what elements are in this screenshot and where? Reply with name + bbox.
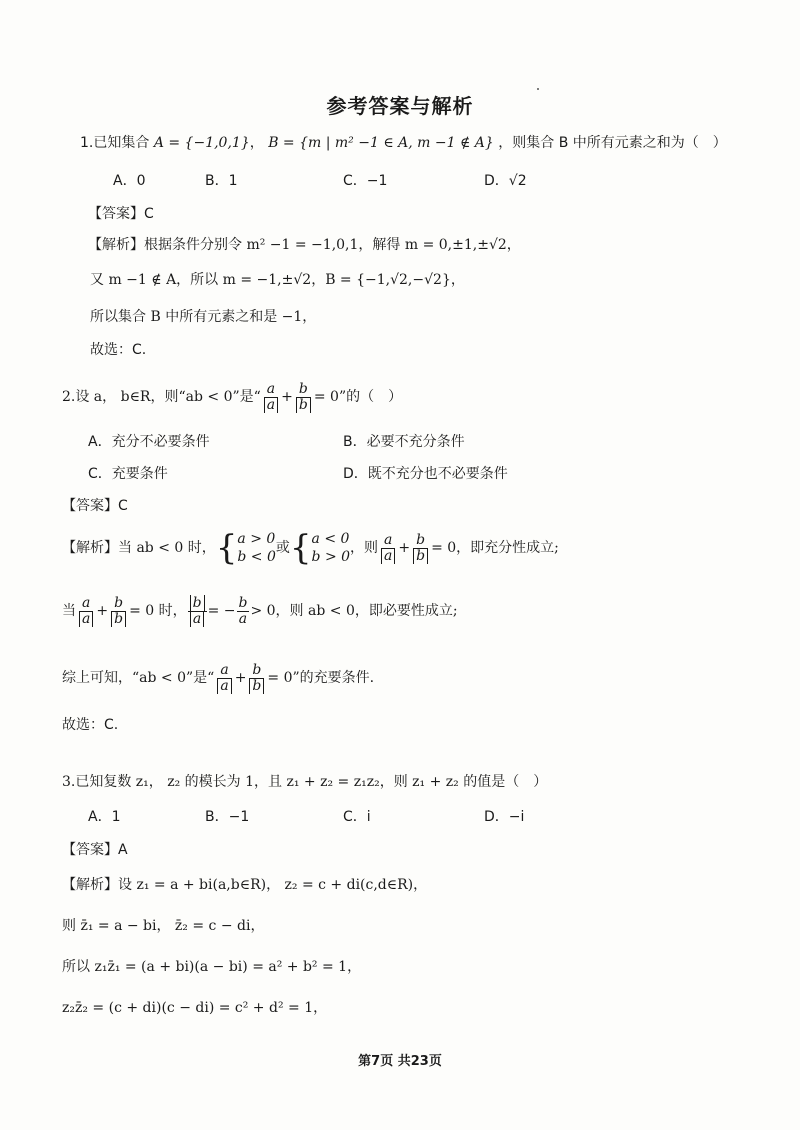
- q2-analysis-line-1: 【解析】当 ab < 0 时，{ a > 0 b < 0 或{ a < 0 b > 0 ，则 $\frac{a}{a}$ + $\frac{b}{b}$ = 0，即充分性成立;: [62, 528, 559, 569]
- q3-analysis-line-4: z₂z̄₂ = (c + di)(c − di) = c² + d² = 1，: [62, 1000, 328, 1016]
- q2-analysis-label: 【解析】: [62, 540, 118, 557]
- q3-analysis-line-3: 所以 z₁z̄₁ = (a + bi)(a − bi) = a² + b² = 1，: [62, 959, 362, 975]
- q1-option-a: A．0: [113, 173, 146, 189]
- q2-analysis-text-2b: = 0 时，: [129, 603, 187, 620]
- system-a-pos-b-neg: a > 0 b < 0: [237, 531, 276, 566]
- q2-analysis-text-1a: 当 ab < 0 时，: [118, 540, 216, 557]
- q1-answer: 【答案】C: [88, 206, 154, 222]
- q1-set-b: B = {m | m² −1 ∈ A, m −1 ∉ A}: [268, 135, 494, 151]
- q3-analysis-label: 【解析】: [62, 877, 118, 893]
- q2-stem-suffix: = 0”的（ ）: [313, 389, 403, 406]
- q1-stem-suffix: ，则集合 B 中所有元素之和为（ ）: [498, 135, 727, 151]
- q3-stem: 3.已知复数 z₁， z₂ 的模长为 1，且 z₁ + z₂ = z₁z₂，则 z₁ + z₂ 的值是（ ）: [62, 774, 548, 790]
- q2-option-a: A．充分不必要条件: [88, 434, 210, 450]
- q1-analysis-label: 【解析】: [88, 237, 144, 253]
- q2-conclusion: 故选：C.: [62, 717, 119, 733]
- q3-option-d: D．−i: [484, 809, 525, 825]
- q1-set-a: A = {−1,0,1}: [153, 135, 250, 151]
- page-footer: 第7页 共23页: [358, 1054, 442, 1069]
- q1-analysis-text-1: 根据条件分别令 m² −1 = −1,0,1，解得 m = 0,±1,±√2，: [144, 237, 521, 253]
- q2-analysis-text-2c: > 0，则 ab < 0，即必要性成立;: [250, 603, 458, 620]
- q1-option-b: B．1: [205, 173, 238, 189]
- q2-stem: 2.设 a， b∈R，则“ab < 0”是“ $\frac{a}{a}$ + $\frac{b}{b}$ = 0”的（ ）: [62, 381, 403, 413]
- page-title: 参考答案与解析: [326, 94, 474, 118]
- system-a-neg-b-pos: a < 0 b > 0: [311, 531, 351, 566]
- q2-analysis-line-3: 综上可知，“ab < 0”是“ $\frac{a}{a}$ + $\frac{b}{b}$ = 0”的充要条件.: [62, 662, 375, 694]
- q1-stem: 1.已知集合 A = {−1,0,1}， B = {m | m² −1 ∈ A, m −1 ∉ A} ，则集合 B 中所有元素之和为（ ）: [80, 135, 727, 151]
- q3-answer: 【答案】A: [62, 842, 128, 858]
- q2-analysis-text-2a: 当: [62, 603, 76, 620]
- fraction-b-over-abs-b: $\frac{b}{b}$: [294, 382, 313, 412]
- q2-analysis-text-3a: 综上可知，“ab < 0”是“: [62, 670, 215, 687]
- q2-analysis-line-2: 当 $\frac{a}{a}$ + $\frac{b}{b}$ = 0 时， $\frac{b}{a}$ = − $\frac{b}{a}$ > 0，则 ab < 0，即必要性成立;: [62, 595, 458, 627]
- q3-analysis-line-2: 则 z̄₁ = a − bi， z̄₂ = c − di，: [62, 918, 265, 934]
- q1-analysis-line-2: 又 m −1 ∉ A，所以 m = −1,±√2，B = {−1,√2,−√2}，: [90, 272, 465, 288]
- q2-option-d: D．既不充分也不必要条件: [343, 466, 508, 482]
- q2-answer: 【答案】C: [62, 498, 128, 514]
- q1-stem-prefix: 1.已知集合: [80, 135, 150, 151]
- q3-option-c: C．i: [343, 809, 371, 825]
- q1-analysis-line-1: [88, 237, 521, 255]
- q2-analysis-text-1b: 或: [275, 540, 290, 557]
- q1-analysis-line-3: 所以集合 B 中所有元素之和是 −1，: [90, 309, 317, 325]
- fraction-a-over-abs-a: $\frac{a}{a}$: [262, 382, 280, 412]
- q3-analysis-text-1: 设 z₁ = a + bi(a,b∈R)， z₂ = c + di(c,d∈R)，: [118, 877, 428, 893]
- q3-analysis-line-1: [62, 877, 427, 895]
- q3-option-b: B．−1: [205, 809, 250, 825]
- q2-stem-prefix: 2.设 a， b∈R，则“ab < 0”是“: [62, 389, 261, 406]
- q1-conclusion: 故选：C.: [90, 342, 147, 358]
- q2-analysis-text-1c: ，则: [350, 540, 379, 557]
- q1-option-c: C．−1: [343, 173, 388, 189]
- q3-option-a: A．1: [88, 809, 121, 825]
- q1-option-d: D．√2: [484, 173, 527, 189]
- q2-analysis-text-1d: = 0，即充分性成立;: [431, 540, 559, 557]
- q2-analysis-text-3b: = 0”的充要条件.: [267, 670, 375, 687]
- q2-option-b: B．必要不充分条件: [343, 434, 465, 450]
- q2-option-c: C．充要条件: [88, 466, 168, 482]
